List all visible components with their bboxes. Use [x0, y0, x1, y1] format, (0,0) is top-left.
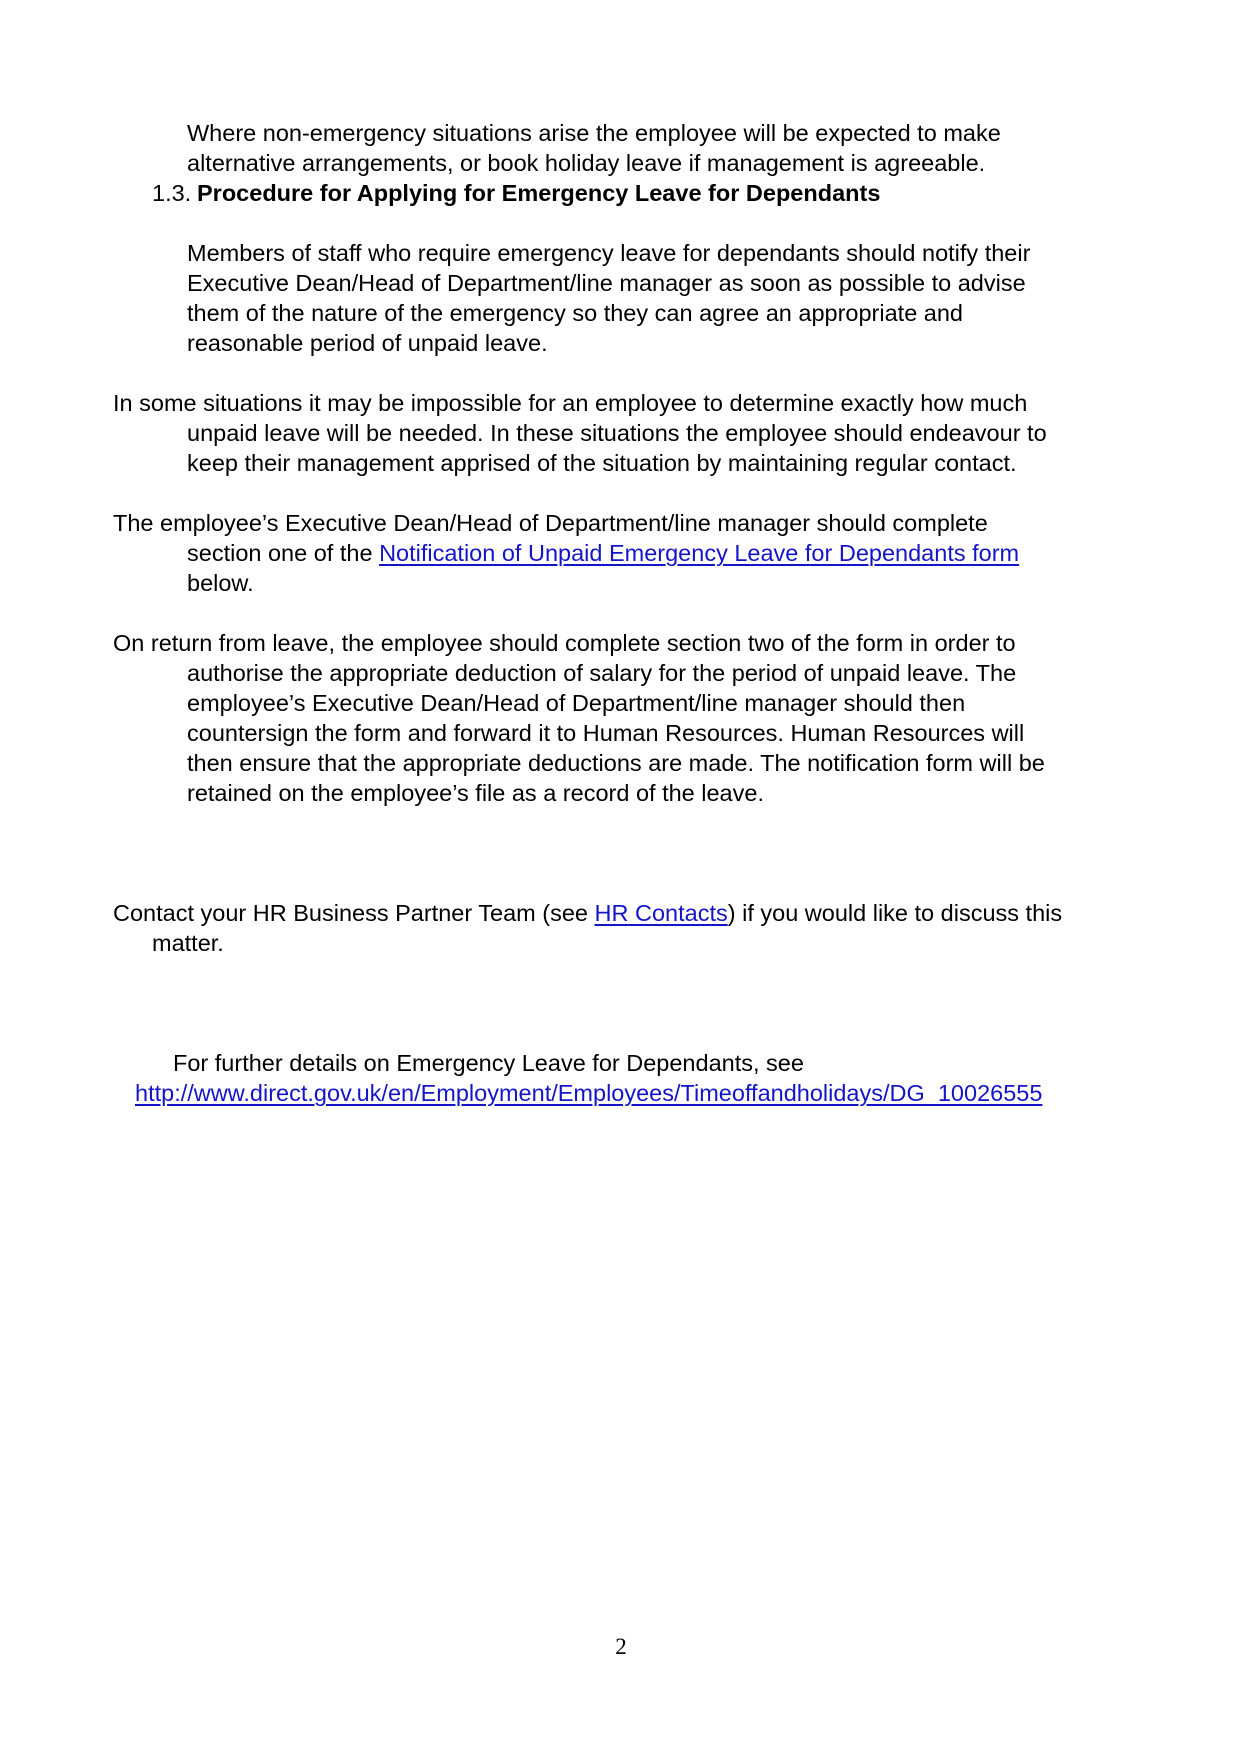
further-line-1: For further details on Emergency Leave for Dependants, see [173, 1050, 804, 1076]
contact-line-2: matter. [152, 930, 224, 956]
complete-line-2-text: section one of the [187, 540, 380, 566]
contact-line-1-after: ) if you would like to discuss this [727, 900, 1063, 926]
return-line-6: retained on the employee’s file as a record of the leave. [187, 780, 764, 806]
complete-line-2 [187, 539, 1019, 569]
return-line-5: then ensure that the appropriate deductions are made. The notification form will be [187, 750, 1045, 776]
further-line-2 [135, 1079, 1042, 1109]
section-title: Procedure for Applying for Emergency Leave for Dependants [197, 180, 881, 206]
return-line-4: countersign the form and forward it to Human Resources. Human Resources will [187, 720, 1025, 746]
situations-line-1: In some situations it may be impossible for an employee to determine exactly how much [113, 390, 1028, 416]
complete-line-3: below. [187, 570, 254, 596]
return-line-2: authorise the appropriate deduction of salary for the period of unpaid leave. The [187, 660, 1017, 686]
page-number: 2 [615, 1634, 627, 1659]
contact-line-1-before: Contact your HR Business Partner Team (see [113, 900, 595, 926]
situations-line-3: keep their management apprised of the situation by maintaining regular contact. [187, 450, 1017, 476]
intro-line-1: Where non-emergency situations arise the employee will be expected to make [187, 120, 1001, 146]
return-line-3: employee’s Executive Dean/Head of Department/line manager should then [187, 690, 966, 716]
contact-line-1 [113, 899, 1062, 929]
situations-line-2: unpaid leave will be needed. In these situations the employee should endeavour to [187, 420, 1047, 446]
members-line-2: Executive Dean/Head of Department/line manager as soon as possible to advise [187, 270, 1026, 296]
notification-form-link[interactable]: Notification of Unpaid Emergency Leave for Dependants form [379, 540, 1020, 566]
section-number: 1.3. [152, 180, 192, 206]
intro-line-2: alternative arrangements, or book holiday leave if management is agreeable. [187, 150, 986, 176]
complete-line-1: The employee’s Executive Dean/Head of Department/line manager should complete [113, 510, 988, 536]
hr-contacts-link[interactable]: HR Contacts [594, 900, 728, 926]
directgov-link[interactable]: http://www.direct.gov.uk/en/Employment/Employees/Timeoffandholidays/DG_10026555 [135, 1080, 1043, 1106]
members-line-4: reasonable period of unpaid leave. [187, 330, 548, 356]
members-line-3: them of the nature of the emergency so they can agree an appropriate and [187, 300, 964, 326]
members-line-1: Members of staff who require emergency leave for dependants should notify their [187, 240, 1031, 266]
return-line-1: On return from leave, the employee should complete section two of the form in order to [113, 630, 1016, 656]
